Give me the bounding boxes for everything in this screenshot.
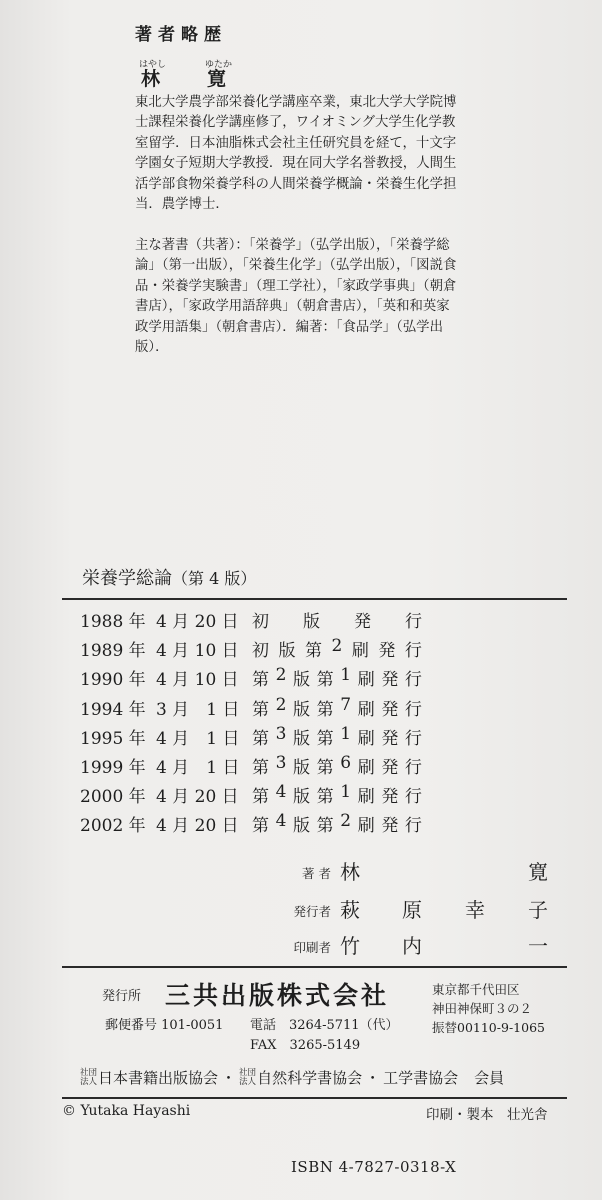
publisher-role-label: 発行者 [293, 904, 331, 919]
history-printing [252, 811, 422, 841]
history-date: 4 月 20 日 [156, 787, 239, 808]
history-printing-char: 刷 [357, 758, 375, 778]
history-printing-char: 発 [381, 670, 399, 691]
history-printing-char: 刷 [357, 728, 375, 749]
bio-heading: 著者略歴 [135, 25, 227, 45]
history-printing-char: 第 [316, 699, 334, 720]
history-printing-char: 6 [340, 753, 352, 773]
history-printing-char: 2 [275, 665, 287, 686]
history-printing-char: 2 [340, 811, 352, 832]
printer-name-3: 一 [528, 934, 548, 958]
history-printing-char: 初 [252, 612, 269, 632]
printer-name-2: 内 [402, 934, 422, 958]
org-prefix [80, 1069, 97, 1087]
history-printing-char: 版 [303, 612, 320, 632]
history-printing-char: 7 [340, 694, 352, 715]
history-printing-char: 3 [275, 753, 287, 773]
history-printing [252, 665, 422, 695]
history-printing-char: 行 [405, 612, 422, 632]
history-printing-char: 第 [252, 728, 269, 749]
author-surname: 林 [141, 68, 161, 90]
history-printing-char: 第 [252, 670, 269, 691]
bio-works-line: 品・栄養学実験書」（理工学社），「家政学事典」（朝倉 [135, 278, 457, 294]
history-printing-char: 版 [293, 699, 311, 720]
publisher-label: 発行所 [102, 989, 142, 1004]
history-printing-char: 刷 [357, 670, 375, 691]
author-role-label: 著 者 [302, 866, 331, 881]
book-edition: （第 4 版） [172, 569, 257, 588]
history-row [80, 665, 422, 695]
history-date: 4 月 10 日 [156, 641, 239, 662]
history-row [80, 811, 422, 841]
history-printing [252, 753, 422, 783]
history-printing-char: 行 [404, 728, 422, 749]
history-date: 4 月 10 日 [156, 670, 239, 691]
history-year: 2002 年 [80, 816, 146, 837]
bio-career [135, 93, 495, 215]
printer-name-1: 竹 [340, 934, 360, 958]
history-printing-char: 1 [340, 723, 352, 744]
history-year: 1994 年 [80, 699, 146, 720]
history-printing-char: 発 [378, 641, 396, 662]
org-separator: ・ [365, 1069, 381, 1087]
copyright-notice: © Yutaka Hayashi [62, 1103, 191, 1119]
history-printing-char: 初 [252, 641, 269, 662]
bio-line: 士課程栄養化学講座修了，ワイオミング大学生化学教 [135, 115, 456, 131]
history-printing-char: 発 [381, 728, 399, 749]
history-printing-char: 第 [316, 758, 334, 778]
history-printing-char: 第 [316, 816, 334, 837]
history-printing-char: 行 [404, 670, 422, 691]
history-printing-char: 第 [316, 670, 334, 691]
org-prefix [239, 1069, 256, 1087]
history-row [80, 636, 422, 666]
history-printing [252, 607, 422, 637]
fax-number: FAX 3265-5149 [250, 1038, 361, 1053]
publisher-name-2: 原 [402, 898, 422, 922]
org-prefix-bottom: 法人 [80, 1076, 98, 1087]
bio-works-line: 論」（第一出版），「栄養生化学」（弘学出版），「図説食 [135, 258, 457, 274]
printer-role-label: 印刷者 [293, 940, 331, 955]
history-printing-char: 版 [278, 641, 296, 662]
org-3: 工学書協会 [383, 1069, 459, 1087]
history-year: 2000 年 [80, 787, 146, 808]
org-2: 自然科学書協会 [257, 1069, 363, 1087]
history-year: 1989 年 [80, 641, 146, 662]
publisher-name-4: 子 [528, 898, 548, 922]
author-name-1: 林 [340, 860, 360, 884]
history-printing-char: 発 [381, 816, 399, 837]
publisher-name: 三共出版株式会社 [165, 981, 390, 1010]
bio-line: 当．農学博士． [135, 197, 229, 213]
history-year: 1995 年 [80, 728, 146, 749]
history-year: 1999 年 [80, 758, 146, 778]
book-title-text: 栄養学総論 [82, 568, 172, 589]
bio-line: 活学部食物栄養学科の人間栄養学概論・栄養生化学担 [135, 176, 457, 192]
history-printing-char: 行 [404, 758, 422, 778]
history-printing-char: 版 [293, 787, 311, 808]
history-printing-char: 版 [293, 728, 311, 749]
bottom-rule [62, 1097, 567, 1099]
history-printing-char: 第 [252, 699, 269, 720]
bio-works-line: 政学用語集」（朝倉書店）．編著：「食品学」（弘学出 [135, 319, 443, 335]
author-name-2: 寛 [528, 860, 548, 884]
association-memberships [80, 1067, 504, 1088]
history-printing [252, 724, 422, 754]
history-printing-char: 1 [340, 782, 352, 803]
member-label: 会員 [474, 1069, 505, 1087]
history-date: 4 月 20 日 [156, 816, 239, 837]
history-printing-char: 第 [316, 787, 334, 808]
history-printing [252, 636, 422, 666]
ruby-given: ゆたか [205, 60, 233, 70]
bio-works-line: 版）． [135, 340, 169, 356]
history-row [80, 724, 422, 754]
bio-works-line: 主な著書（共著）：「栄養学」（弘学出版），「栄養学総 [135, 238, 450, 253]
history-printing-char: 行 [404, 699, 422, 720]
phone-number: 電話 3264-5711（代） [250, 1018, 399, 1033]
history-date: 4 月 20 日 [156, 612, 239, 632]
middle-rule [62, 966, 567, 968]
history-printing-char: 第 [252, 816, 269, 837]
address-line-2: 神田神保町３の２ [432, 1001, 533, 1016]
history-printing-char: 発 [381, 787, 399, 808]
history-printing-char: 2 [331, 636, 343, 657]
history-printing-char: 4 [275, 782, 287, 803]
history-printing-char: 版 [293, 758, 311, 778]
history-printing-char: 発 [381, 699, 399, 720]
history-date: 3 月 1 日 [156, 699, 240, 720]
history-printing-char: 刷 [357, 699, 375, 720]
bio-line: 学園女子短期大学教授．現在同大学名誉教授，人間生 [135, 156, 457, 172]
history-row [80, 753, 422, 783]
publisher-name-3: 幸 [465, 898, 485, 922]
org-1: 日本書籍出版協会 [98, 1069, 219, 1087]
history-printing-char: 版 [293, 816, 311, 837]
history-row [80, 782, 422, 812]
bio-works [135, 236, 495, 358]
history-printing [252, 782, 422, 812]
history-printing-char: 刷 [351, 641, 369, 662]
org-prefix-top: 社団 [80, 1067, 98, 1078]
history-year: 1988 年 [80, 612, 146, 632]
postal-code: 郵便番号 101-0051 [105, 1018, 224, 1033]
history-printing-char: 1 [340, 665, 352, 686]
history-printing-char: 3 [275, 723, 287, 744]
history-date: 4 月 1 日 [156, 758, 240, 778]
history-row [80, 695, 422, 725]
history-row [80, 607, 422, 637]
history-printing [252, 695, 422, 725]
history-date: 4 月 1 日 [156, 728, 240, 749]
history-printing-char: 行 [404, 816, 422, 837]
history-printing-char: 第 [305, 641, 323, 662]
history-printing-char: 発 [354, 612, 371, 632]
org-prefix-top: 社団 [239, 1067, 257, 1078]
book-title [82, 564, 256, 590]
ruby-surname: はやし [139, 60, 167, 70]
history-year: 1990 年 [80, 670, 146, 691]
printer-binder: 印刷・製本 壮光舎 [426, 1107, 548, 1123]
history-printing-char: 第 [252, 758, 269, 778]
isbn: ISBN 4-7827-0318-X [291, 1158, 457, 1176]
history-printing-char: 行 [404, 787, 422, 808]
address-line-1: 東京都千代田区 [432, 982, 520, 997]
bio-works-line: 書店），「家政学用語辞典」（朝倉書店），「英和和英家 [135, 299, 450, 315]
history-printing-char: 第 [316, 728, 334, 749]
author-given-name: 寛 [207, 68, 227, 90]
org-prefix-bottom: 法人 [239, 1076, 257, 1087]
bio-line: 室留学．日本油脂株式会社主任研究員を経て，十文字 [135, 135, 457, 151]
history-printing-char: 行 [404, 641, 422, 662]
history-printing-char: 第 [252, 787, 269, 808]
history-printing-char: 版 [293, 670, 311, 691]
furikae-account: 振替00110-9-1065 [432, 1020, 545, 1035]
org-separator: ・ [221, 1069, 237, 1087]
publisher-name-1: 萩 [340, 898, 360, 922]
history-printing-char: 発 [381, 758, 399, 778]
history-printing-char: 刷 [357, 787, 375, 808]
history-printing-char: 4 [275, 811, 287, 832]
top-rule [62, 598, 567, 600]
bio-line: 東北大学農学部栄養化学講座卒業，東北大学大学院博 [135, 95, 457, 110]
history-printing-char: 刷 [357, 816, 375, 837]
history-printing-char: 2 [275, 694, 287, 715]
